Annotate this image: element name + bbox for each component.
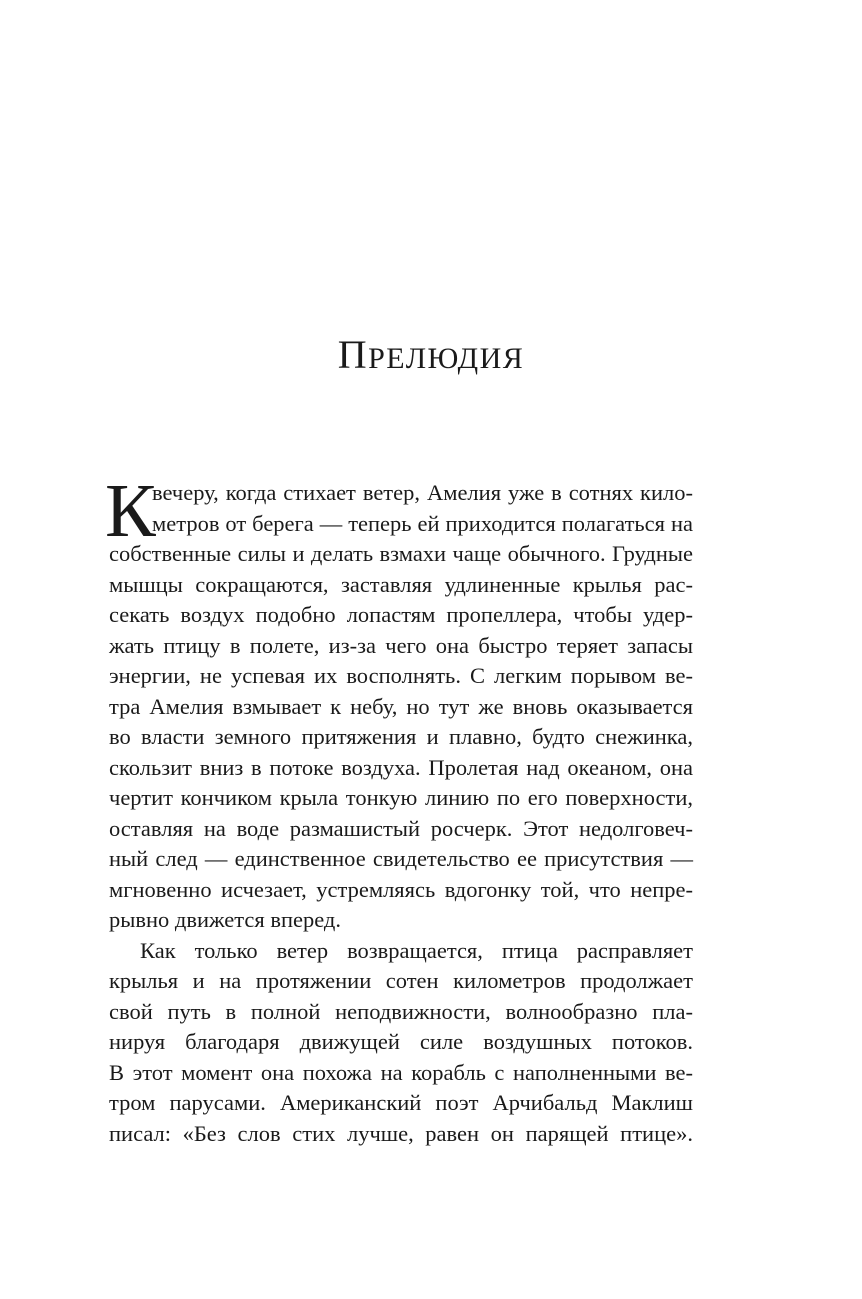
text-line: нируя благодаря движущей силе воздушных потоков. bbox=[109, 1029, 693, 1054]
text-line: ный след — единственное свидетельство ее присутствия — bbox=[109, 846, 693, 871]
paragraph-1 bbox=[105, 469, 693, 936]
text-line: рывно движется вперед. bbox=[109, 907, 341, 932]
chapter-title-initial: П bbox=[337, 332, 369, 377]
text-line: во власти земного притяжения и плавно, будто снежинка, bbox=[109, 724, 693, 749]
text-line: энергии, не успевая их восполнять. С легким порывом ве- bbox=[109, 663, 693, 688]
chapter-title-rest: РЕЛЮДИЯ bbox=[368, 342, 525, 375]
text-line: секать воздух подобно лопастям пропеллера, чтобы удер- bbox=[109, 602, 693, 627]
text-line: тром парусами. Американский поэт Арчибальд Маклиш bbox=[109, 1090, 693, 1115]
text-line: Как только ветер возвращается, птица расправляет bbox=[140, 937, 693, 963]
text-line: метров от берега — теперь ей приходится полагаться на bbox=[152, 510, 693, 536]
text-line: скользит вниз в потоке воздуха. Пролетая над океаном, она bbox=[109, 754, 693, 780]
text-line: мышцы сокращаются, заставляя удлиненные крылья рас- bbox=[109, 571, 693, 597]
text-line: тра Амелия взмывает к небу, но тут же вновь оказывается bbox=[109, 693, 693, 719]
text-line: жать птицу в полете, из-за чего она быстро теряет запасы bbox=[109, 632, 693, 658]
body-text bbox=[105, 469, 693, 1149]
text-line: собственные силы и делать взмахи чаще обычного. Грудные bbox=[109, 541, 693, 566]
text-line: чертит кончиком крыла тонкую линию по его поверхности, bbox=[109, 785, 693, 810]
text-line: писал: «Без слов стих лучше, равен он парящей птице». bbox=[109, 1120, 693, 1146]
paragraph-2 bbox=[109, 936, 693, 1150]
text-line: оставляя на воде размашистый росчерк. Этот недолговеч- bbox=[109, 815, 693, 841]
chapter-title bbox=[0, 333, 862, 381]
text-line: крылья и на протяжении сотен километров продолжает bbox=[109, 968, 693, 993]
text-line: мгновенно исчезает, устремляясь вдогонку той, что непре- bbox=[109, 876, 693, 902]
text-line: свой путь в полной неподвижности, волнообразно пла- bbox=[109, 998, 693, 1024]
drop-cap: К bbox=[105, 469, 156, 553]
text-line: В этот момент она похожа на корабль с наполненными ве- bbox=[109, 1059, 693, 1085]
text-line: вечеру, когда стихает ветер, Амелия уже в сотнях кило- bbox=[152, 480, 693, 505]
